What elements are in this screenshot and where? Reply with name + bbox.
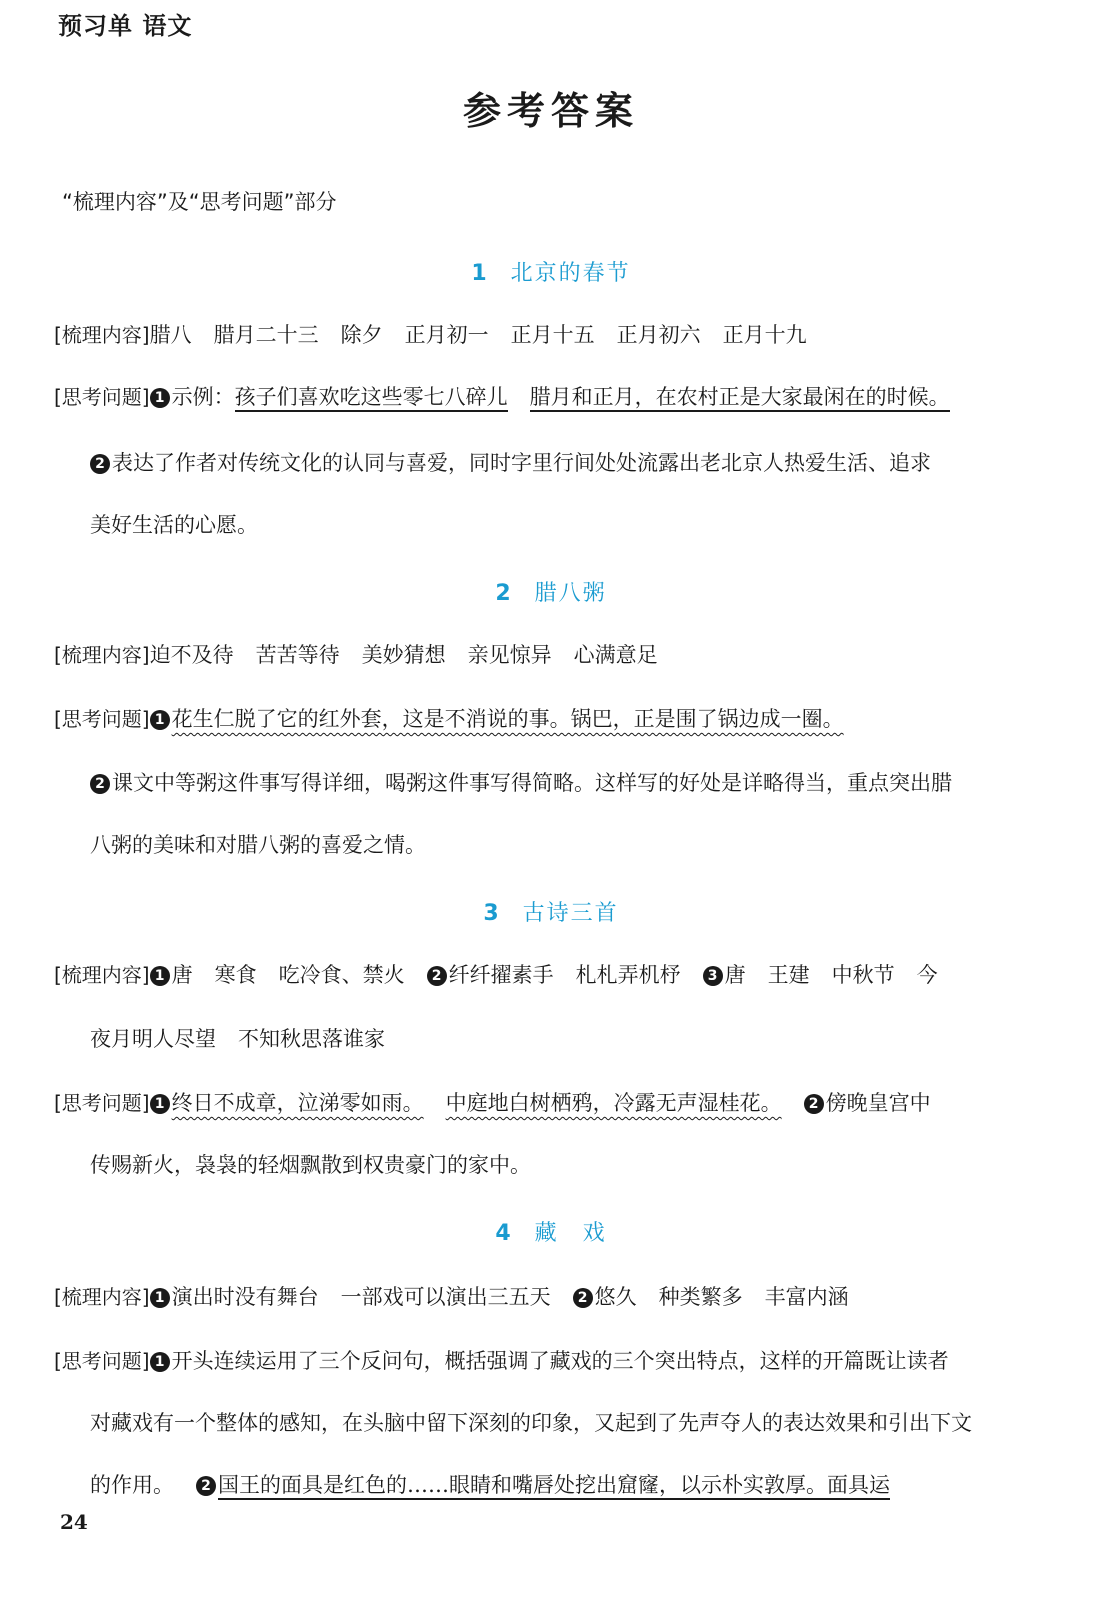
answer: 王建 [767, 963, 810, 987]
lesson-title: 北京的春节 [510, 261, 631, 286]
answer: 中秋节 [831, 963, 895, 987]
lesson-4-question-1 [54, 1346, 1062, 1376]
question-tag: [思考问题] [54, 707, 150, 731]
page-number: 24 [60, 1510, 88, 1534]
section-note: “梳理内容”及“思考问题”部分 [62, 190, 337, 214]
lesson-1-heading [0, 256, 1102, 287]
lesson-3-question-1 [54, 1088, 1062, 1118]
content-tag: [梳理内容] [54, 1285, 150, 1309]
item-marker: 1 [150, 1094, 170, 1114]
answer: 吃冷食、禁火 [278, 963, 405, 987]
answer: 苦苦等待 [255, 643, 340, 667]
lesson-2-question-1 [54, 704, 1062, 734]
answer: 不知秋思落谁家 [238, 1027, 385, 1051]
lesson-2-heading [0, 576, 1102, 607]
answer: 除夕 [340, 323, 383, 347]
answer: 丰富内涵 [764, 1285, 849, 1309]
lesson-number: 1 [471, 261, 489, 286]
answer-continuation: 对藏戏有一个整体的感知，在头脑中留下深刻的印象，又起到了先声夺人的表达效果和引出下文 [90, 1411, 972, 1435]
content-tag: [梳理内容] [54, 323, 150, 347]
content-tag: [梳理内容] [54, 963, 150, 987]
underlined-answer: 孩子们喜欢吃这些零七八碎儿 [235, 385, 508, 412]
lesson-3-content [54, 960, 1062, 990]
lesson-3-content-continued [90, 1024, 1062, 1054]
answer: 正月十九 [722, 323, 807, 347]
answer: 迫不及待 [149, 643, 234, 667]
item-marker: 2 [573, 1288, 593, 1308]
answer: 种类繁多 [658, 1285, 743, 1309]
lesson-number: 4 [495, 1221, 513, 1246]
wavy-underlined-answer: 中庭地白树栖鸦，冷露无声湿桂花。 [445, 1091, 782, 1115]
question-tag: [思考问题] [54, 1091, 150, 1115]
item-marker: 1 [150, 966, 170, 986]
question-tag: [思考问题] [54, 1349, 150, 1373]
answer: 腊月二十三 [213, 323, 319, 347]
answer: 开头连续运用了三个反问句，概括强调了藏戏的三个突出特点，这样的开篇既让读者 [171, 1349, 949, 1373]
underlined-answer: 国王的面具是红色的……眼睛和嘴唇处挖出窟窿，以示朴实敦厚。面具运 [218, 1473, 890, 1500]
lesson-title: 腊八粥 [534, 581, 607, 606]
book-header: 预习单 语文 [58, 12, 193, 40]
answer: 的作用。 [90, 1473, 174, 1497]
answer: 纤纤擢素手 [448, 963, 554, 987]
answer-continuation: 传赐新火，袅袅的轻烟飘散到权贵豪门的家中。 [90, 1153, 531, 1177]
lesson-2-question-2 [90, 768, 1062, 798]
lesson-1-content [54, 320, 1062, 350]
item-marker: 2 [90, 454, 110, 474]
answer: 夜月明人尽望 [90, 1027, 216, 1051]
page-title: 参考答案 [462, 89, 639, 133]
answer: 唐 [171, 963, 193, 987]
answer: 美妙猜想 [361, 643, 446, 667]
answer: 正月初一 [404, 323, 489, 347]
answer: 札札弄机杼 [575, 963, 681, 987]
lesson-title: 藏 戏 [534, 1221, 607, 1246]
answer: 亲见惊异 [467, 643, 552, 667]
item-marker: 3 [703, 966, 723, 986]
lesson-1-question-1 [54, 382, 1062, 412]
lesson-4-question-2 [90, 1470, 1062, 1500]
item-marker: 1 [150, 1288, 170, 1308]
content-tag: [梳理内容] [54, 643, 150, 667]
answer: 演出时没有舞台 [171, 1285, 319, 1309]
lesson-3-heading [0, 896, 1102, 927]
answer: 课文中等粥这件事写得详细，喝粥这件事写得简略。这样写的好处是详略得当，重点突出腊 [112, 771, 952, 795]
answer-continuation: 八粥的美味和对腊八粥的喜爱之情。 [90, 833, 426, 857]
question-tag: [思考问题] [54, 385, 150, 409]
answer: 悠久 [594, 1285, 637, 1309]
item-marker: 2 [427, 966, 447, 986]
lesson-number: 2 [495, 581, 513, 606]
underlined-answer: 腊月和正月，在农村正是大家最闲在的时候。 [530, 385, 950, 412]
lesson-2-content [54, 640, 1062, 670]
item-marker: 2 [196, 1476, 216, 1496]
answer: 心满意足 [573, 643, 658, 667]
answer: 正月十五 [510, 323, 595, 347]
answer: 正月初六 [616, 323, 701, 347]
wavy-underlined-answer: 花生仁脱了它的红外套，这是不消说的事。锅巴，正是围了锅边成一圈。 [171, 707, 844, 731]
answer: 寒食 [214, 963, 257, 987]
item-marker: 1 [150, 388, 170, 408]
answer: 表达了作者对传统文化的认同与喜爱，同时字里行间处处流露出老北京人热爱生活、追求 [112, 451, 931, 475]
lesson-title: 古诗三首 [522, 901, 619, 926]
answer: 示例： [171, 385, 235, 409]
wavy-underlined-answer: 终日不成章，泣涕零如雨。 [171, 1091, 424, 1115]
answer: 今 [916, 963, 938, 987]
item-marker: 2 [804, 1094, 824, 1114]
answer: 傍晚皇宫中 [825, 1091, 931, 1115]
item-marker: 1 [150, 1352, 170, 1372]
item-marker: 2 [90, 774, 110, 794]
answer: 一部戏可以演出三五天 [340, 1285, 551, 1309]
lesson-1-question-2 [90, 448, 1062, 478]
item-marker: 1 [150, 710, 170, 730]
lesson-4-content [54, 1282, 1062, 1312]
answer: 腊八 [149, 323, 192, 347]
answer-continuation: 美好生活的心愿。 [90, 513, 258, 537]
answer: 唐 [724, 963, 746, 987]
lesson-4-heading [0, 1216, 1102, 1247]
lesson-number: 3 [483, 901, 501, 926]
